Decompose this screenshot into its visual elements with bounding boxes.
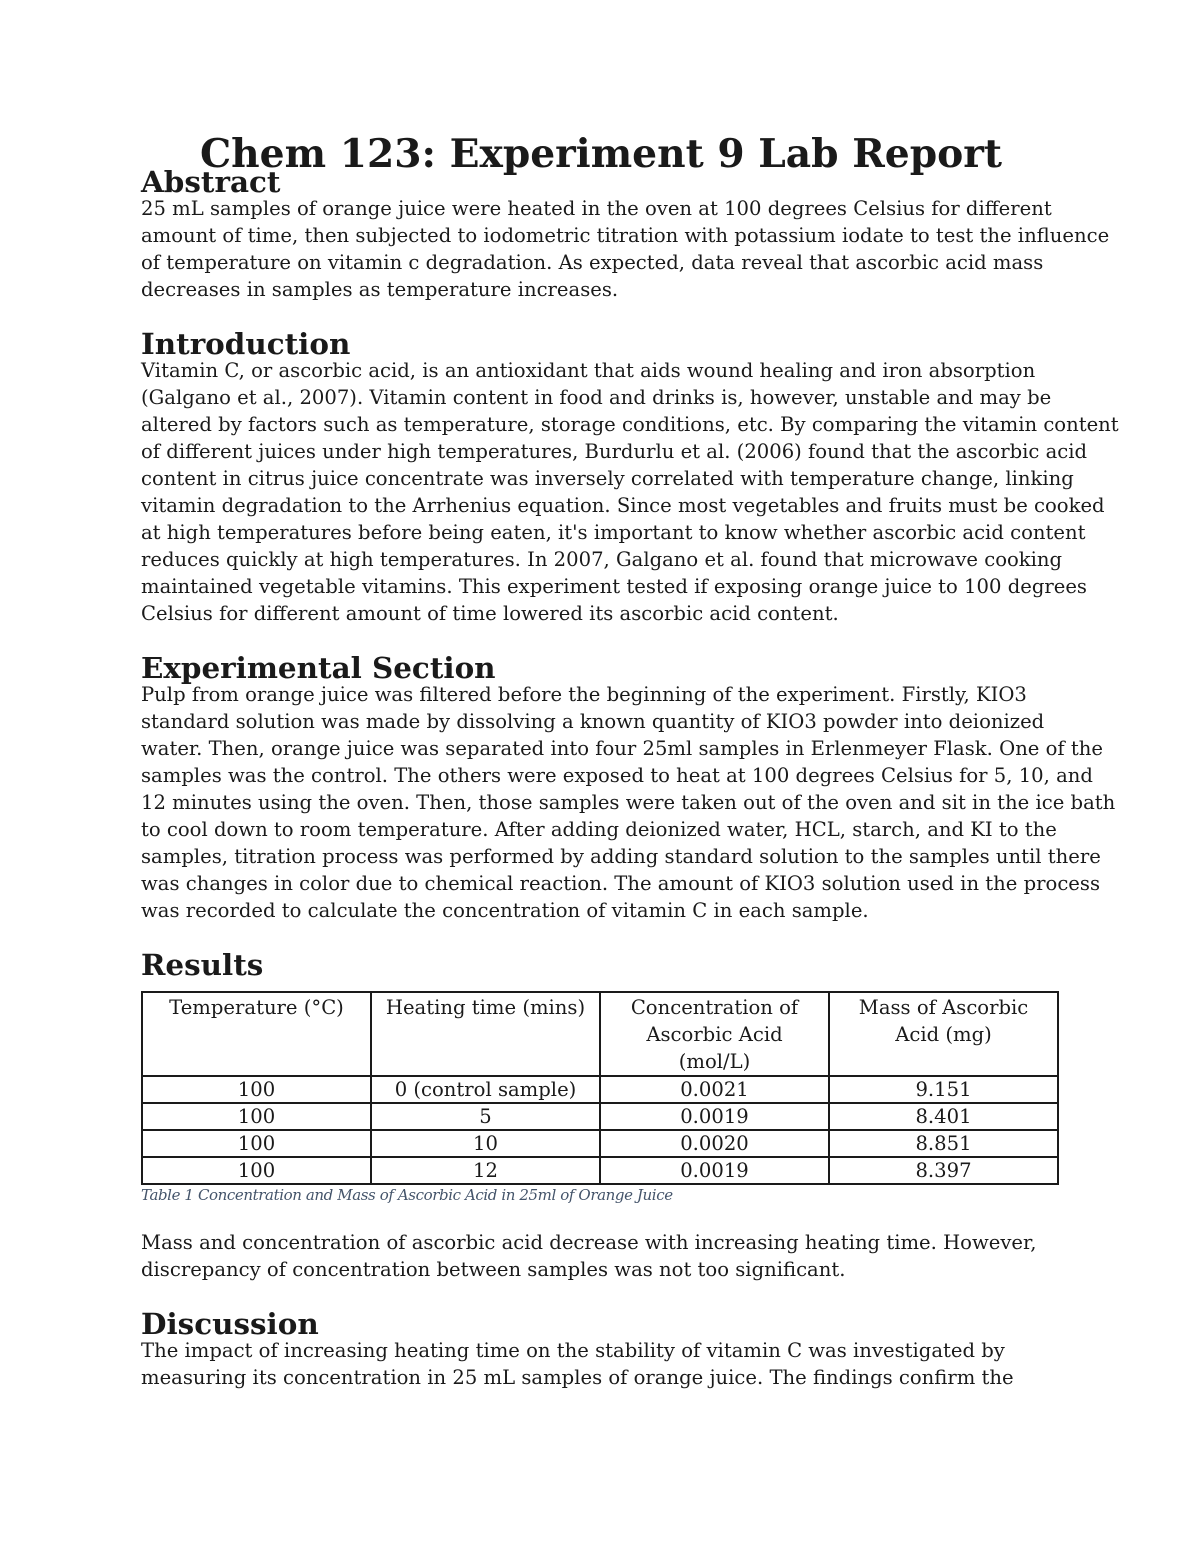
abstract-heading: Abstract <box>141 164 281 199</box>
table-cell: 8.401 <box>829 1103 1058 1130</box>
header-line: Temperature (°C) <box>169 996 344 1019</box>
experimental-line: samples, titration process was performed by adding standard solution to the samples until there <box>141 845 1101 868</box>
results-line: Mass and concentration of ascorbic acid decrease with increasing heating time. However, <box>141 1231 1037 1254</box>
table-caption: Table 1 Concentration and Mass of Ascorbic Acid in 25ml of Orange Juice <box>141 1186 673 1204</box>
introduction-line: of different juices under high temperatures, Burdurlu et al. (2006) found that the ascorbic acid <box>141 440 1088 463</box>
introduction-line: reduces quickly at high temperatures. In 2007, Galgano et al. found that microwave cooking <box>141 548 1063 571</box>
experimental-line: 12 minutes using the oven. Then, those samples were taken out of the oven and sit in the ice bath <box>141 791 1116 814</box>
discussion-line: The impact of increasing heating time on the stability of vitamin C was investigated by <box>141 1339 1005 1362</box>
table-cell: 0.0019 <box>600 1157 829 1184</box>
introduction-line: vitamin degradation to the Arrhenius equation. Since most vegetables and fruits must be cooked <box>141 494 1105 517</box>
header-line: Heating time (mins) <box>385 996 586 1019</box>
experimental-line: Pulp from orange juice was filtered before the beginning of the experiment. Firstly, KIO3 <box>141 683 1027 706</box>
table-cell: 100 <box>142 1076 371 1103</box>
paragraph-spacer <box>141 1207 1061 1229</box>
abstract-line: decreases in samples as temperature increases. <box>141 278 619 301</box>
header-line: Ascorbic Acid <box>646 1023 783 1046</box>
discussion-heading: Discussion <box>141 1306 319 1341</box>
experimental-line: to cool down to room temperature. After adding deionized water, HCL, starch, and KI to the <box>141 818 1057 841</box>
table-cell: 8.851 <box>829 1130 1058 1157</box>
results-line: discrepancy of concentration between samples was not too significant. <box>141 1258 846 1281</box>
experimental-line: standard solution was made by dissolving a known quantity of KIO3 powder into deionized <box>141 710 1045 733</box>
table-row <box>142 1103 1058 1130</box>
table-row <box>142 1130 1058 1157</box>
table-cell: 10 <box>371 1130 600 1157</box>
table-cell: 8.397 <box>829 1157 1058 1184</box>
results-heading: Results <box>141 947 264 982</box>
experimental-line: was recorded to calculate the concentration of vitamin C in each sample. <box>141 899 869 922</box>
introduction-line: at high temperatures before being eaten, it's important to know whether ascorbic acid content <box>141 521 1086 544</box>
document-title: Chem 123: Experiment 9 Lab Report <box>199 131 1003 177</box>
table-row <box>142 1076 1058 1103</box>
introduction-line: content in citrus juice concentrate was inversely correlated with temperature change, linking <box>141 467 1074 490</box>
introduction-line: Vitamin C, or ascorbic acid, is an antioxidant that aids wound healing and iron absorption <box>141 359 1036 382</box>
introduction-line: maintained vegetable vitamins. This experiment tested if exposing orange juice to 100 degrees <box>141 575 1087 598</box>
experimental-line: samples was the control. The others were exposed to heat at 100 degrees Celsius for 5, 10, and <box>141 764 1093 787</box>
table-cell: 0.0021 <box>600 1076 829 1103</box>
results-text <box>141 1229 1061 1283</box>
abstract-text <box>141 195 1110 303</box>
table-cell: 0.0019 <box>600 1103 829 1130</box>
table-cell: 0 (control sample) <box>371 1076 600 1103</box>
table-row <box>142 1157 1058 1184</box>
abstract-line: amount of time, then subjected to iodometric titration with potassium iodate to test the influence <box>141 224 1110 247</box>
table-cell: 12 <box>371 1157 600 1184</box>
results-table <box>141 991 1059 1185</box>
experimental-line: was changes in color due to chemical reaction. The amount of KIO3 solution used in the process <box>141 872 1100 895</box>
table-cell: 0.0020 <box>600 1130 829 1157</box>
table-cell: 9.151 <box>829 1076 1058 1103</box>
header-line: (mol/L) <box>678 1050 751 1073</box>
table-cell: 5 <box>371 1103 600 1130</box>
header-line: Acid (mg) <box>895 1023 992 1046</box>
header-line: Concentration of <box>630 996 799 1019</box>
introduction-heading: Introduction <box>141 326 351 361</box>
discussion-text <box>141 1337 1061 1391</box>
experimental-line: water. Then, orange juice was separated into four 25ml samples in Erlenmeyer Flask. One of the <box>141 737 1103 760</box>
introduction-line: (Galgano et al., 2007). Vitamin content in food and drinks is, however, unstable and may be <box>141 386 1052 409</box>
introduction-line: Celsius for different amount of time lowered its ascorbic acid content. <box>141 602 839 625</box>
abstract-line: 25 mL samples of orange juice were heated in the oven at 100 degrees Celsius for different <box>141 197 1052 220</box>
discussion-line: measuring its concentration in 25 mL samples of orange juice. The findings confirm the <box>141 1366 1014 1389</box>
introduction-line: altered by factors such as temperature, storage conditions, etc. By comparing the vitamin content <box>141 413 1119 436</box>
table-cell: 100 <box>142 1130 371 1157</box>
table-cell: 100 <box>142 1103 371 1130</box>
header-mass <box>829 992 1058 1076</box>
paragraph-spacer <box>141 924 1061 951</box>
document-page <box>141 131 1119 1391</box>
abstract-line: of temperature on vitamin c degradation. As expected, data reveal that ascorbic acid mass <box>141 251 1044 274</box>
experimental-heading: Experimental Section <box>141 650 496 685</box>
header-concentration <box>600 992 829 1076</box>
table-cell: 100 <box>142 1157 371 1184</box>
header-line: Mass of Ascorbic <box>858 996 1029 1019</box>
experimental-text <box>141 681 1116 924</box>
introduction-text <box>141 357 1119 627</box>
header-temperature <box>142 992 371 1076</box>
table-header-row <box>142 992 1058 1076</box>
header-heating-time <box>371 992 600 1076</box>
